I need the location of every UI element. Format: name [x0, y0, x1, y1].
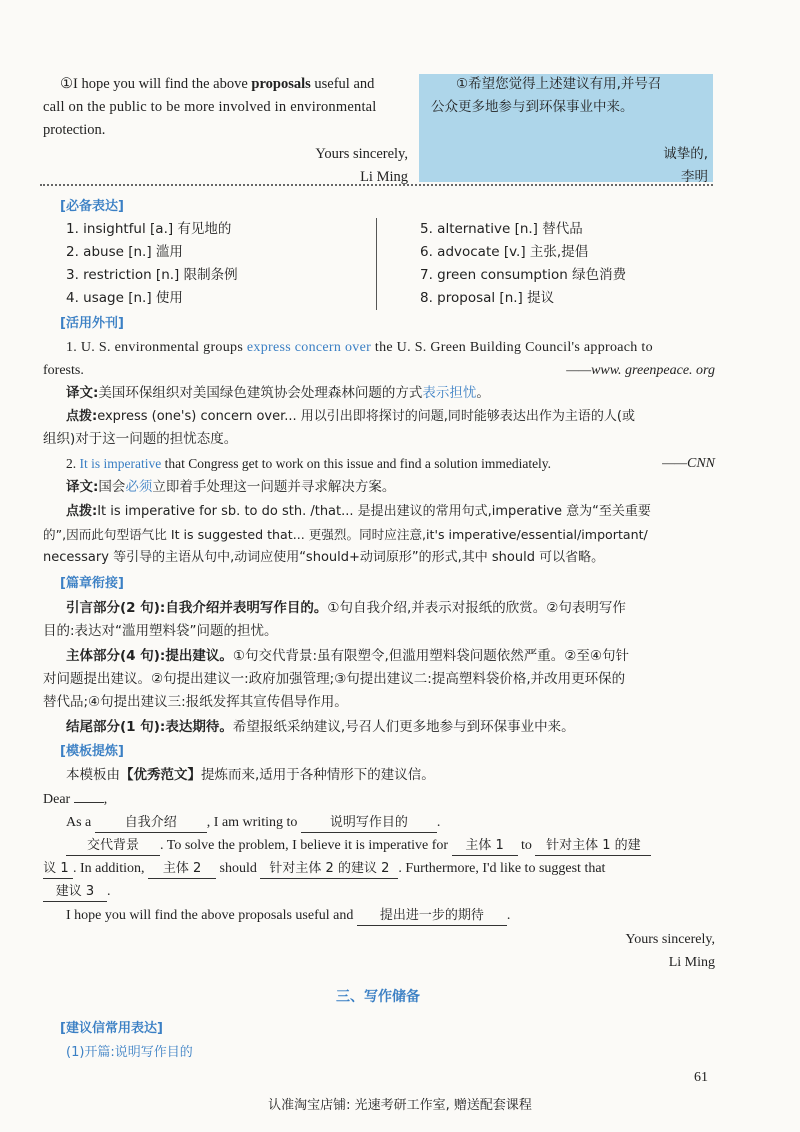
vocab-heading: [必备表达]	[60, 199, 124, 214]
template-closing: Yours sincerely,	[625, 932, 715, 947]
blank-subject1: 主体 1	[452, 837, 518, 856]
section3-subheading: [建议信常用表达]	[60, 1021, 163, 1036]
blank-purpose: 说明写作目的	[301, 814, 437, 833]
vocab-right-list	[420, 218, 626, 310]
template-intro: 本模板由【优秀范文】提炼而来,适用于各种情形下的建议信。	[66, 767, 435, 783]
vocab-item: 8. proposal [n.] 提议	[420, 290, 555, 306]
structure-p2-line1: 主体部分(4 句):提出建议。①句交代背景:虽有限塑令,但滥用塑料袋问题依然严重。②至④句针	[66, 648, 629, 664]
vocab-item: 5. alternative [n.] 替代品	[420, 221, 583, 237]
usage-ex2-translation: 译文:国会必须立即着手处理这一问题并寻求解决方案。	[66, 479, 396, 495]
blank-self-intro: 自我介绍	[95, 814, 207, 833]
usage-ex1-source: ——www. greenpeace. org	[566, 363, 715, 378]
usage-ex1-line1: 1. U. S. environmental groups express concern over the U. S. Green Building Council's approach to	[66, 340, 653, 355]
letter-zh-name: 李明	[681, 169, 708, 185]
blank-subject2: 主体 2	[148, 860, 216, 879]
template-line-addition: 议 1 . In addition, 主体 2 should 针对主体 2 的建议 2 . Furthermore, I'd like to suggest that	[43, 857, 605, 880]
blank-suggestion1-cont: 议 1	[43, 860, 73, 879]
blank-expectation: 提出进一步的期待	[357, 907, 507, 926]
blank-recipient	[74, 802, 104, 803]
letter-en-line2: call on the public to be more involved in environmental	[43, 99, 377, 115]
structure-p1-line1: 引言部分(2 句):自我介绍并表明写作目的。①句自我介绍,并表示对报纸的欣赏。②句表明写作	[66, 600, 626, 616]
letter-zh-line1: ①希望您觉得上述建议有用,并号召	[456, 76, 662, 92]
letter-en-name: Li Ming	[360, 169, 408, 185]
vocab-item: 1. insightful [a.] 有见地的	[66, 221, 232, 237]
blank-suggestion3: 建议 3	[43, 883, 107, 902]
usage-ex2-source: ——CNN	[662, 456, 715, 471]
usage-ex2-line: 2. It is imperative that Congress get to work on this issue and find a solution immediately.	[66, 456, 552, 471]
usage-ex2-tip-line2: 的”,因而此句型语气比 It is suggested that... 更强烈。同时应注意,it's imperative/essential/important/	[43, 527, 648, 542]
blank-suggestion2: 针对主体 2 的建议 2	[260, 860, 398, 879]
usage-ex2-tip-line3: necessary 等引导的主语从句中,动词应使用“should+动词原形”的形式,其中 should 可以省略。	[43, 550, 605, 565]
structure-p2-line2: 对问题提出建议。②句提出建议一:政府加强管理;③句提出建议二:提高塑料袋价格,并改用更环保的	[43, 671, 626, 687]
vocab-item: 3. restriction [n.] 限制条例	[66, 267, 238, 283]
letter-en-line3: protection.	[43, 122, 106, 138]
template-heading: [模板提炼]	[60, 744, 124, 759]
usage-ex1-translation: 译文:美国环保组织对美国绿色建筑协会处理森林问题的方式表示担忧。	[66, 385, 490, 401]
template-line-asa: As a 自我介绍 , I am writing to 说明写作目的 .	[66, 811, 440, 834]
letter-zh-line2: 公众更多地参与到环保事业中来。	[431, 99, 634, 115]
dotted-divider	[40, 184, 713, 186]
template-line-hope: I hope you will find the above proposals useful and 提出进一步的期待 .	[66, 904, 510, 927]
usage-heading: [活用外刊]	[60, 316, 124, 331]
template-line-suggest3: 建议 3 .	[43, 880, 111, 903]
page-number: 61	[694, 1070, 708, 1085]
structure-p3-line: 结尾部分(1 句):表达期待。希望报纸采纳建议,号召人们更多地参与到环保事业中来。	[66, 719, 575, 735]
blank-background: 交代背景	[66, 837, 160, 856]
usage-ex1-tip-line1: 点拨:express (one's) concern over... 用以引出即将探讨的问题,同时能够表达出作为主语的人(或	[66, 409, 635, 424]
vocab-column-divider	[376, 218, 377, 310]
footer-note: 认准淘宝店铺: 光速考研工作室, 赠送配套课程	[268, 1098, 532, 1113]
letter-zh-closing: 诚挚的,	[663, 146, 708, 162]
vocab-item: 7. green consumption 绿色消费	[420, 267, 627, 283]
letter-en-line1: ①I hope you will find the above proposals useful and	[60, 76, 375, 92]
letter-en-closing: Yours sincerely,	[315, 146, 408, 162]
vocab-item: 2. abuse [n.] 滥用	[66, 244, 183, 260]
structure-p1-line2: 目的:表达对“滥用塑料袋”问题的担忧。	[43, 623, 278, 639]
blank-suggestion1: 针对主体 1 的建	[535, 837, 651, 856]
section3-item1: (1)开篇:说明写作目的	[66, 1045, 193, 1060]
template-name: Li Ming	[668, 955, 715, 970]
structure-p2-line3: 替代品;④句提出建议三:报纸发挥其宣传倡导作用。	[43, 694, 348, 710]
template-line-background: 交代背景 . To solve the problem, I believe it is imperative for 主体 1 to 针对主体 1 的建	[66, 834, 651, 857]
usage-ex1-line2: forests.	[43, 363, 84, 378]
section3-title: 三、写作储备	[336, 989, 420, 1005]
vocab-item: 4. usage [n.] 使用	[66, 290, 183, 306]
template-dear-line: Dear ,	[43, 792, 108, 807]
structure-heading: [篇章衔接]	[60, 576, 124, 591]
usage-ex1-tip-line2: 组织)对于这一问题的担忧态度。	[43, 431, 238, 447]
usage-ex2-tip-line1: 点拨:It is imperative for sb. to do sth. /that... 是提出建议的常用句式,imperative 意为“至关重要	[66, 504, 651, 519]
vocab-left-list	[66, 218, 238, 310]
vocab-item: 6. advocate [v.] 主张,提倡	[420, 244, 589, 260]
